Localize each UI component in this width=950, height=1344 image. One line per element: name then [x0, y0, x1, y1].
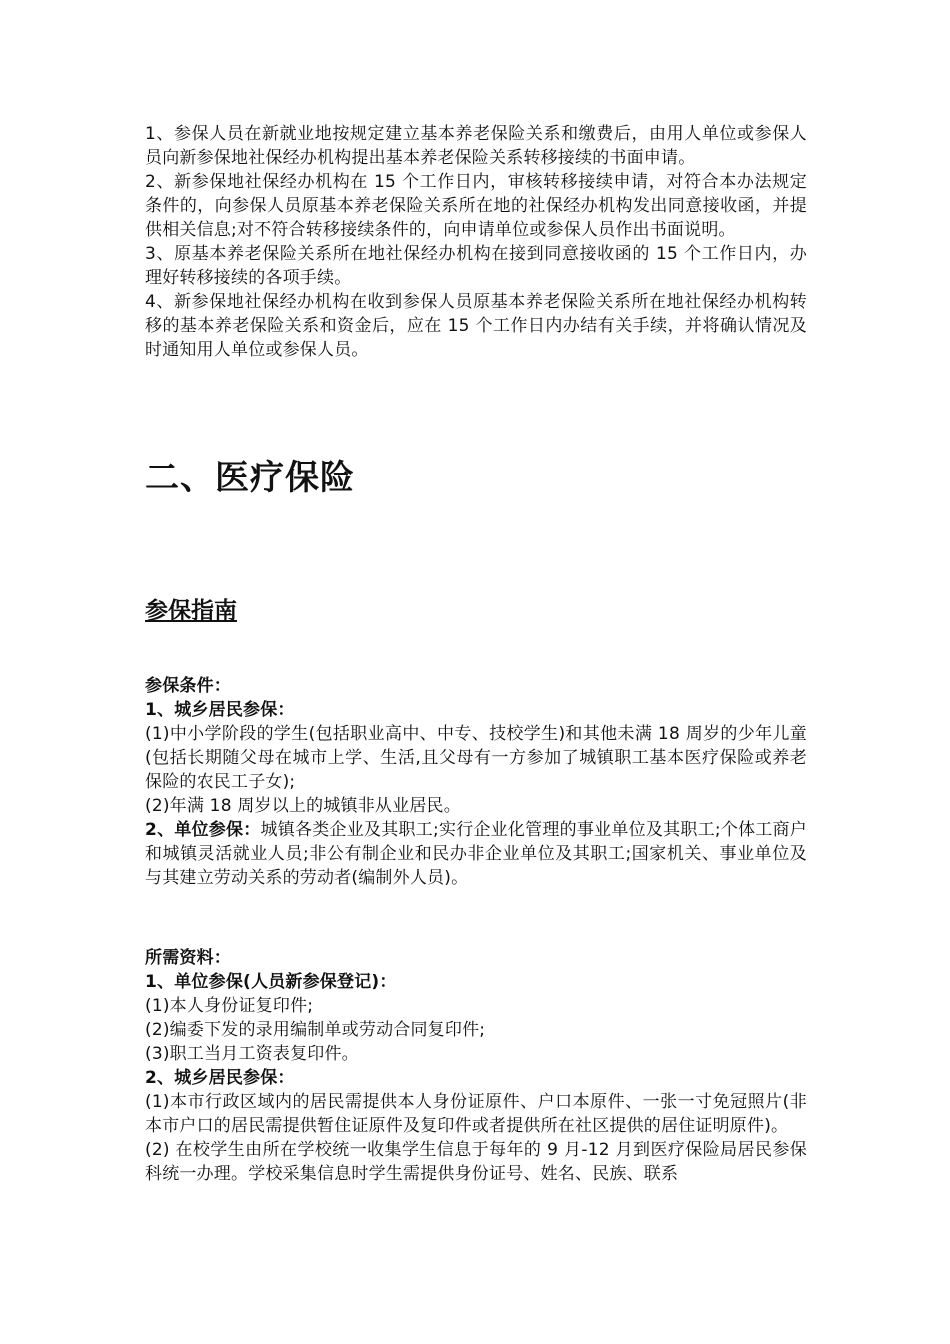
transfer-step-1: 1、参保人员在新就业地按规定建立基本养老保险关系和缴费后，由用人单位或参保人员向新参保地社保经办机构提出基本养老保险关系转移接续的书面申请。	[145, 124, 807, 168]
conditions-item2	[145, 818, 807, 890]
subsection-title: 参保指南	[145, 598, 237, 624]
conditions-heading: 参保条件：	[145, 676, 231, 696]
materials-item2-line-1: (1)本市行政区域内的居民需提供本人身份证原件、户口本原件、一张一寸免冠照片(非本市户口的居民需提供暂住证原件及复印件或者提供所在社区提供的居住证明原件)。	[145, 1092, 807, 1136]
conditions-section	[145, 674, 807, 890]
materials-heading: 所需资料：	[145, 948, 231, 968]
materials-item2-line-2: (2) 在校学生由所在学校统一收集学生信息于每年的 9 月-12 月到医疗保险局居民参保科统一办理。学校采集信息时学生需提供身份证号、姓名、民族、联系	[145, 1140, 807, 1184]
conditions-item1-line-1: (1)中小学阶段的学生(包括职业高中、中专、技校学生)和其他未满 18 周岁的少年儿童(包括长期随父母在城市上学、生活,且父母有一方参加了城镇职工基本医疗保险或养老保险的农民工子女);	[145, 724, 807, 792]
conditions-item1-heading: 1、城乡居民参保：	[145, 700, 295, 720]
materials-item1-line-1: (1)本人身份证复印件;	[145, 996, 314, 1016]
transfer-step-3: 3、原基本养老保险关系所在地社保经办机构在接到同意接收函的 15 个工作日内，办理好转移接续的各项手续。	[145, 244, 807, 288]
transfer-step-2: 2、新参保地社保经办机构在 15 个工作日内，审核转移接续申请，对符合本办法规定条件的，向参保人员原基本养老保险关系所在地的社保经办机构发出同意接收函，并提供相关信息;对不符合转移接续条件的，向申请单位或参保人员作出书面说明。	[145, 172, 807, 240]
materials-item2-heading: 2、城乡居民参保：	[145, 1068, 295, 1088]
document-page	[145, 122, 807, 1184]
transfer-step-4: 4、新参保地社保经办机构在收到参保人员原基本养老保险关系所在地社保经办机构转移的基本养老保险关系和资金后，应在 15 个工作日内办结有关手续，并将确认情况及时通知用人单位或参保人员。	[145, 292, 807, 360]
conditions-item2-text: 城镇各类企业及其职工;实行企业化管理的事业单位及其职工;个体工商户和城镇灵活就业人员;非公有制企业和民办非企业单位及其职工;国家机关、事业单位及与其建立劳动关系的劳动者(编制外人员)。	[145, 820, 807, 888]
materials-section	[145, 946, 807, 1186]
transfer-steps	[145, 122, 807, 362]
conditions-item1-line-2: (2)年满 18 周岁以上的城镇非从业居民。	[145, 796, 461, 816]
materials-item1-line-3: (3)职工当月工资表复印件。	[145, 1044, 359, 1064]
materials-item1-heading: 1、单位参保(人员新参保登记)：	[145, 972, 397, 992]
materials-item1-line-2: (2)编委下发的录用编制单或劳动合同复印件;	[145, 1020, 486, 1040]
conditions-item2-heading: 2、单位参保：	[145, 820, 261, 840]
section-title: 二、医疗保险	[145, 458, 355, 498]
